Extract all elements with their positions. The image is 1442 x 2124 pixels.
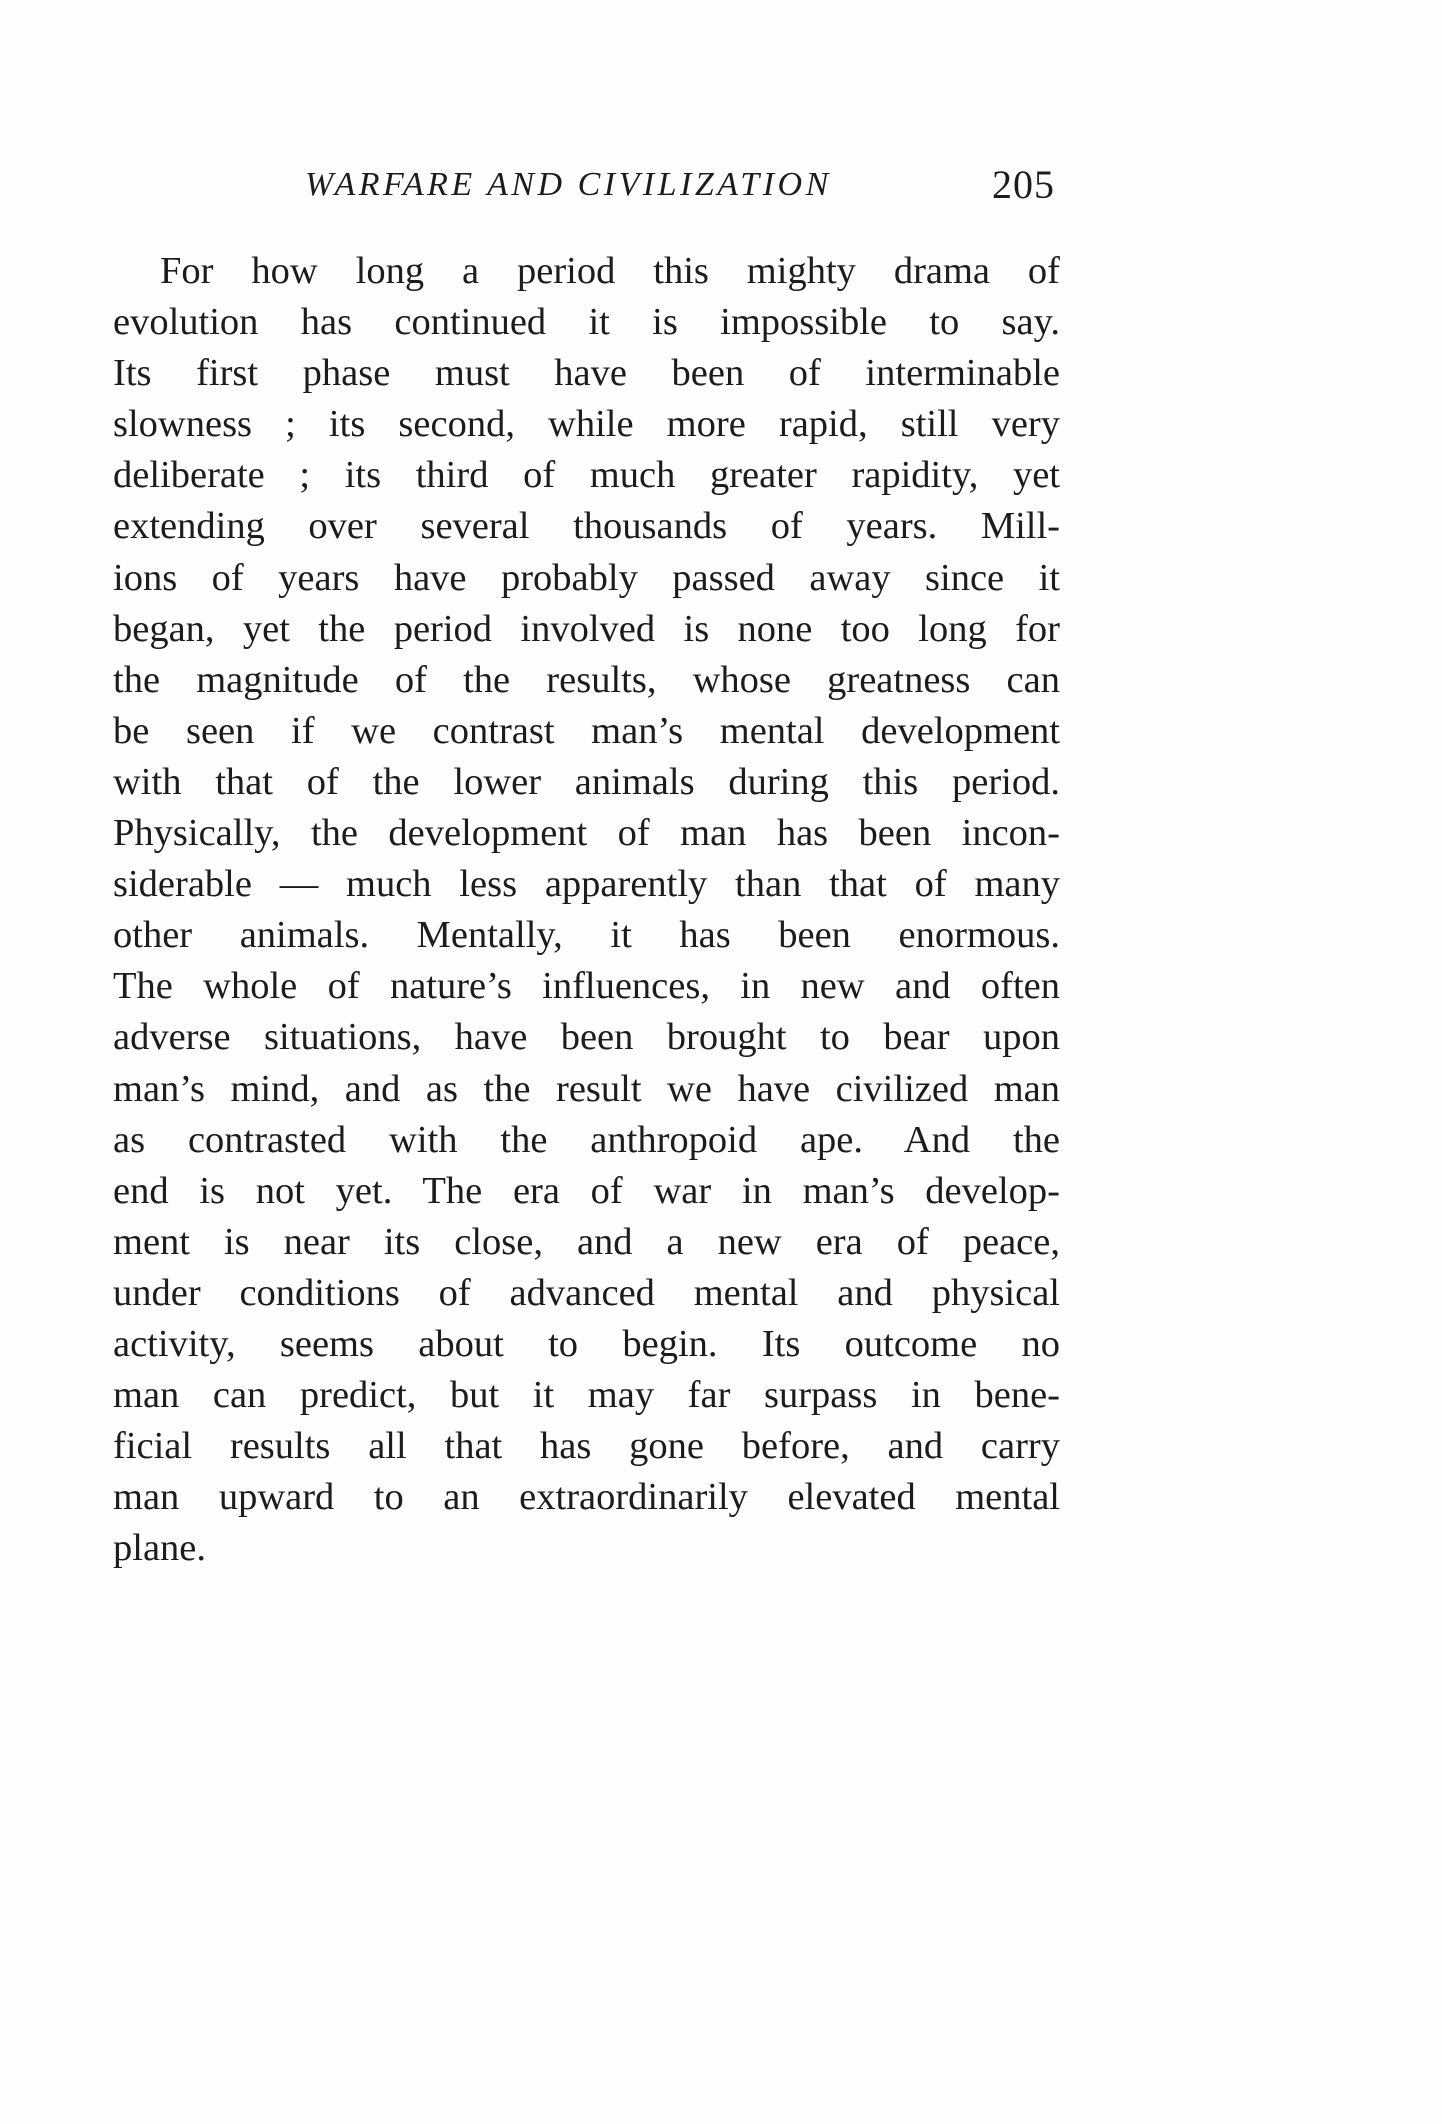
text-line: The whole of nature’s influences, in new and often [113,965,1060,1008]
text-line: deliberate ; its third of much greater rapidity, yet [113,454,1060,497]
text-line-last: plane. [113,1527,206,1570]
text-line: For how long a period this mighty drama of [160,250,1060,292]
text-line: man can predict, but it may far surpass in bene- [113,1374,1060,1417]
text-line: began, yet the period involved is none too long for [113,607,1060,650]
text-line: evolution has continued it is impossible to say. [113,301,1060,344]
text-line: other animals. Mentally, it has been enormous. [113,914,1060,957]
text-line: ficial results all that has gone before, and carry [113,1425,1060,1468]
text-line: extending over several thousands of years. Mill- [113,505,1060,548]
text-line: siderable — much less apparently than that of many [113,863,1060,906]
text-line: slowness ; its second, while more rapid, still very [113,403,1060,446]
running-title: WARFARE AND CIVILIZATION [305,166,832,203]
text-line: the magnitude of the results, whose greatness can [113,658,1060,701]
page-number: 205 [992,162,1055,207]
text-line: with that of the lower animals during this period. [113,760,1060,803]
text-line: man upward to an extraordinarily elevated mental [113,1476,1060,1519]
text-line: Physically, the development of man has been incon- [113,812,1060,855]
text-line: be seen if we contrast man’s mental development [113,709,1060,752]
running-head [110,160,1060,210]
text-line: activity, seems about to begin. Its outcome no [113,1322,1060,1365]
text-line: as contrasted with the anthropoid ape. And the [113,1118,1060,1161]
text-line: end is not yet. The era of war in man’s develop- [113,1169,1060,1212]
body-paragraph [113,246,1060,1574]
text-line: man’s mind, and as the result we have civilized man [113,1067,1060,1110]
text-line: under conditions of advanced mental and physical [113,1271,1060,1314]
text-line: ment is near its close, and a new era of peace, [113,1220,1060,1263]
text-line: ions of years have probably passed away since it [113,556,1060,599]
text-line: Its first phase must have been of interminable [113,352,1060,395]
text-line: adverse situations, have been brought to bear upon [113,1016,1060,1059]
